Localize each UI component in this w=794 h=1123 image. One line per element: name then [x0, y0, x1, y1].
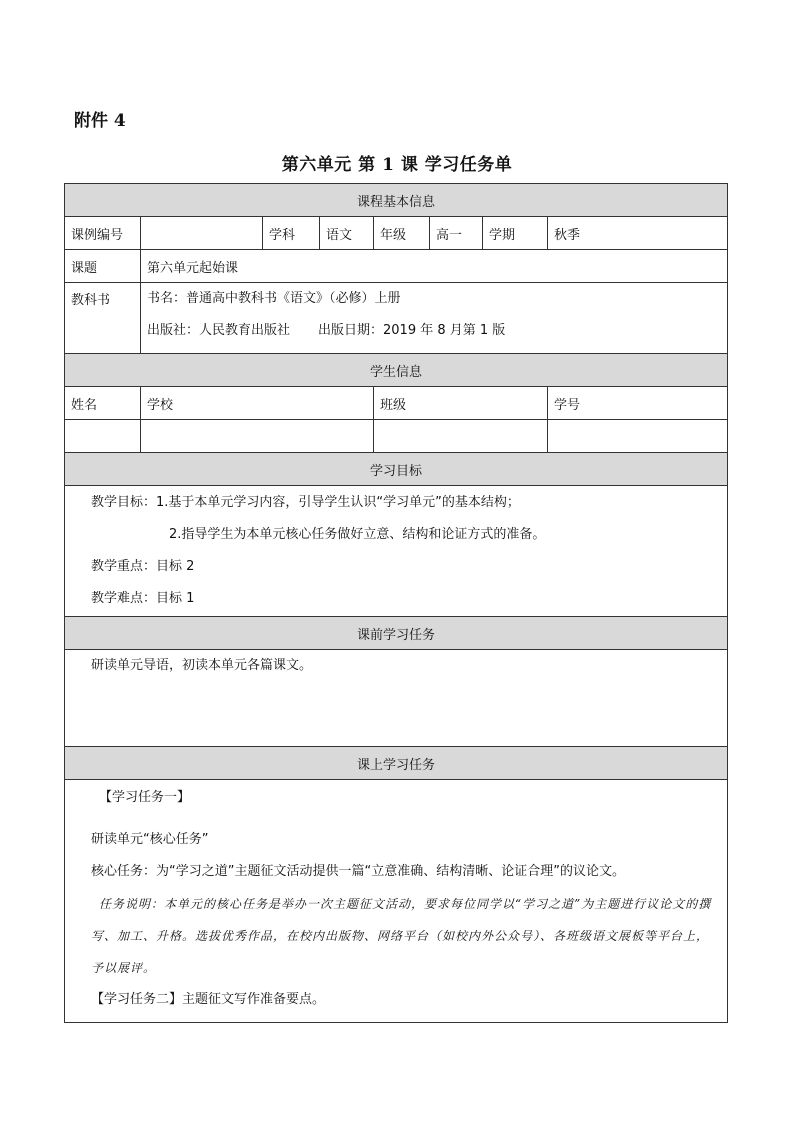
row-goals-content: [65, 486, 728, 617]
section-basic-info: [65, 184, 728, 217]
section-header: 学生信息: [65, 354, 728, 387]
section-header: 学习目标: [65, 453, 728, 486]
task-two-heading: 【学习任务二】主题征文写作准备要点。: [91, 992, 326, 1007]
pre-class-text: 研读单元导语，初读本单元各篇课文。: [91, 658, 313, 673]
goal-line-2: 2.指导学生为本单元核心任务做好立意、结构和论证方式的准备。: [169, 527, 546, 542]
subject-label: 学科: [263, 217, 320, 250]
row-in-class-content: [65, 780, 728, 1023]
goal-line-1: 教学目标：1.基于本单元学习内容，引导学生认识“学习单元”的基本结构；: [91, 495, 520, 510]
core-task: 核心任务：为“学习之道”主题征文活动提供一篇“立意准确、结构清晰、论证合理”的议论文。: [91, 864, 625, 879]
goals-content: [65, 486, 728, 617]
row-topic: [65, 250, 728, 283]
task-sheet-table: [64, 183, 728, 1023]
attachment-label: 附件 4: [74, 111, 126, 131]
textbook-info: [141, 283, 728, 354]
section-student-info: [65, 354, 728, 387]
row-pre-class-content: [65, 650, 728, 747]
class-label: 班级: [374, 387, 548, 420]
key-point: 教学重点：目标 2: [91, 559, 195, 574]
publish-date: 出版日期：2019 年 8 月第 1 版: [318, 323, 506, 338]
term-label: 学期: [483, 217, 548, 250]
topic-value: 第六单元起始课: [141, 250, 728, 283]
pre-class-content: [65, 650, 728, 747]
row-student-labels: [65, 387, 728, 420]
name-field[interactable]: [65, 420, 141, 453]
section-header: 课上学习任务: [65, 747, 728, 780]
school-label: 学校: [141, 387, 374, 420]
grade-value: 高一: [430, 217, 483, 250]
grade-label: 年级: [374, 217, 430, 250]
section-pre-class: [65, 617, 728, 650]
class-field[interactable]: [374, 420, 548, 453]
in-class-content: [65, 780, 728, 1023]
textbook-label: 教科书: [65, 283, 141, 354]
row-case-info: [65, 217, 728, 250]
publisher-line: [147, 315, 721, 347]
name-label: 姓名: [65, 387, 141, 420]
school-field[interactable]: [141, 420, 374, 453]
section-goals: [65, 453, 728, 486]
section-header: 课前学习任务: [65, 617, 728, 650]
row-student-values: [65, 420, 728, 453]
student-id-field[interactable]: [548, 420, 728, 453]
task-one-heading: 【学习任务一】: [99, 790, 191, 805]
topic-label: 课题: [65, 250, 141, 283]
subject-value: 语文: [320, 217, 374, 250]
term-value: 秋季: [548, 217, 728, 250]
study-core-task: 研读单元“核心任务”: [91, 832, 209, 847]
case-no-value[interactable]: [141, 217, 263, 250]
page-title: 第六单元 第 1 课 学习任务单: [281, 155, 513, 175]
publisher: 出版社：人民教育出版社: [147, 323, 291, 338]
case-no-label: 课例编号: [65, 217, 141, 250]
difficulty-point: 教学难点：目标 1: [91, 591, 195, 606]
section-header: 课程基本信息: [65, 184, 728, 217]
section-in-class: [65, 747, 728, 780]
task-description: 任务说明：本单元的核心任务是举办一次主题征文活动，要求每位同学以“学习之道”为主题进行议论文的撰写、加工、升格。选拔优秀作品，在校内出版物、网络平台（如校内外公众号）、各班级语文展板等平台上，予以展评。: [91, 897, 712, 975]
book-name: 书名：普通高中教科书《语文》（必修）上册: [147, 291, 401, 306]
row-textbook: [65, 283, 728, 354]
student-id-label: 学号: [548, 387, 728, 420]
